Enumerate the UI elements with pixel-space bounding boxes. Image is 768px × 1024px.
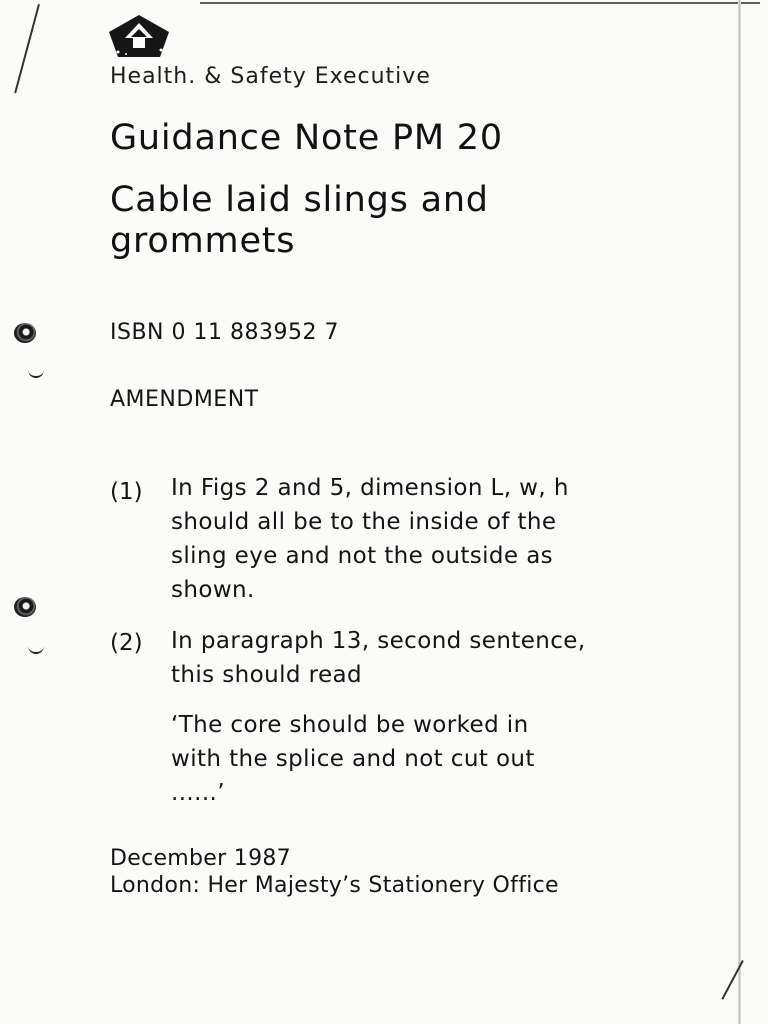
amendment-heading: AMENDMENT (110, 387, 259, 412)
guidance-note-title: Guidance Note PM 20 (110, 118, 503, 158)
punch-hole-icon (14, 597, 36, 617)
item-text-line: this should read (171, 662, 362, 688)
isbn-number: ISBN 0 11 883952 7 (110, 320, 339, 345)
item-text-line: In paragraph 13, second sentence, (171, 628, 586, 654)
quote-line: with the splice and not cut out (171, 746, 535, 772)
scan-mark (14, 4, 39, 93)
item-text (171, 471, 569, 607)
hse-pentagon-logo-icon (106, 12, 172, 60)
agency-name: Health. & Safety Executive (110, 64, 431, 89)
punch-arc-icon (28, 366, 44, 378)
scan-edge-top (200, 2, 760, 4)
punch-hole-icon (14, 323, 36, 343)
publication-date: December 1987 (110, 846, 291, 871)
quote-line: ‘The core should be worked in (171, 712, 529, 738)
item-text-line: shown. (171, 577, 255, 603)
item-number: (1) (110, 479, 143, 505)
punch-arc-icon (28, 642, 44, 654)
item-text-line: should all be to the inside of the (171, 509, 557, 535)
amended-quote (171, 708, 535, 810)
item-text-line: In Figs 2 and 5, dimension L, w, h (171, 475, 569, 501)
document-title-line: Cable laid slings and (110, 180, 489, 220)
quote-line: ......’ (171, 780, 225, 806)
item-number: (2) (110, 630, 143, 656)
document-title-line: grommets (110, 221, 296, 261)
item-text-line: sling eye and not the outside as (171, 543, 554, 569)
item-text (171, 624, 586, 692)
publisher: London: Her Majesty’s Stationery Office (110, 873, 559, 898)
document-title (110, 180, 489, 262)
scan-edge-right (738, 0, 741, 1024)
